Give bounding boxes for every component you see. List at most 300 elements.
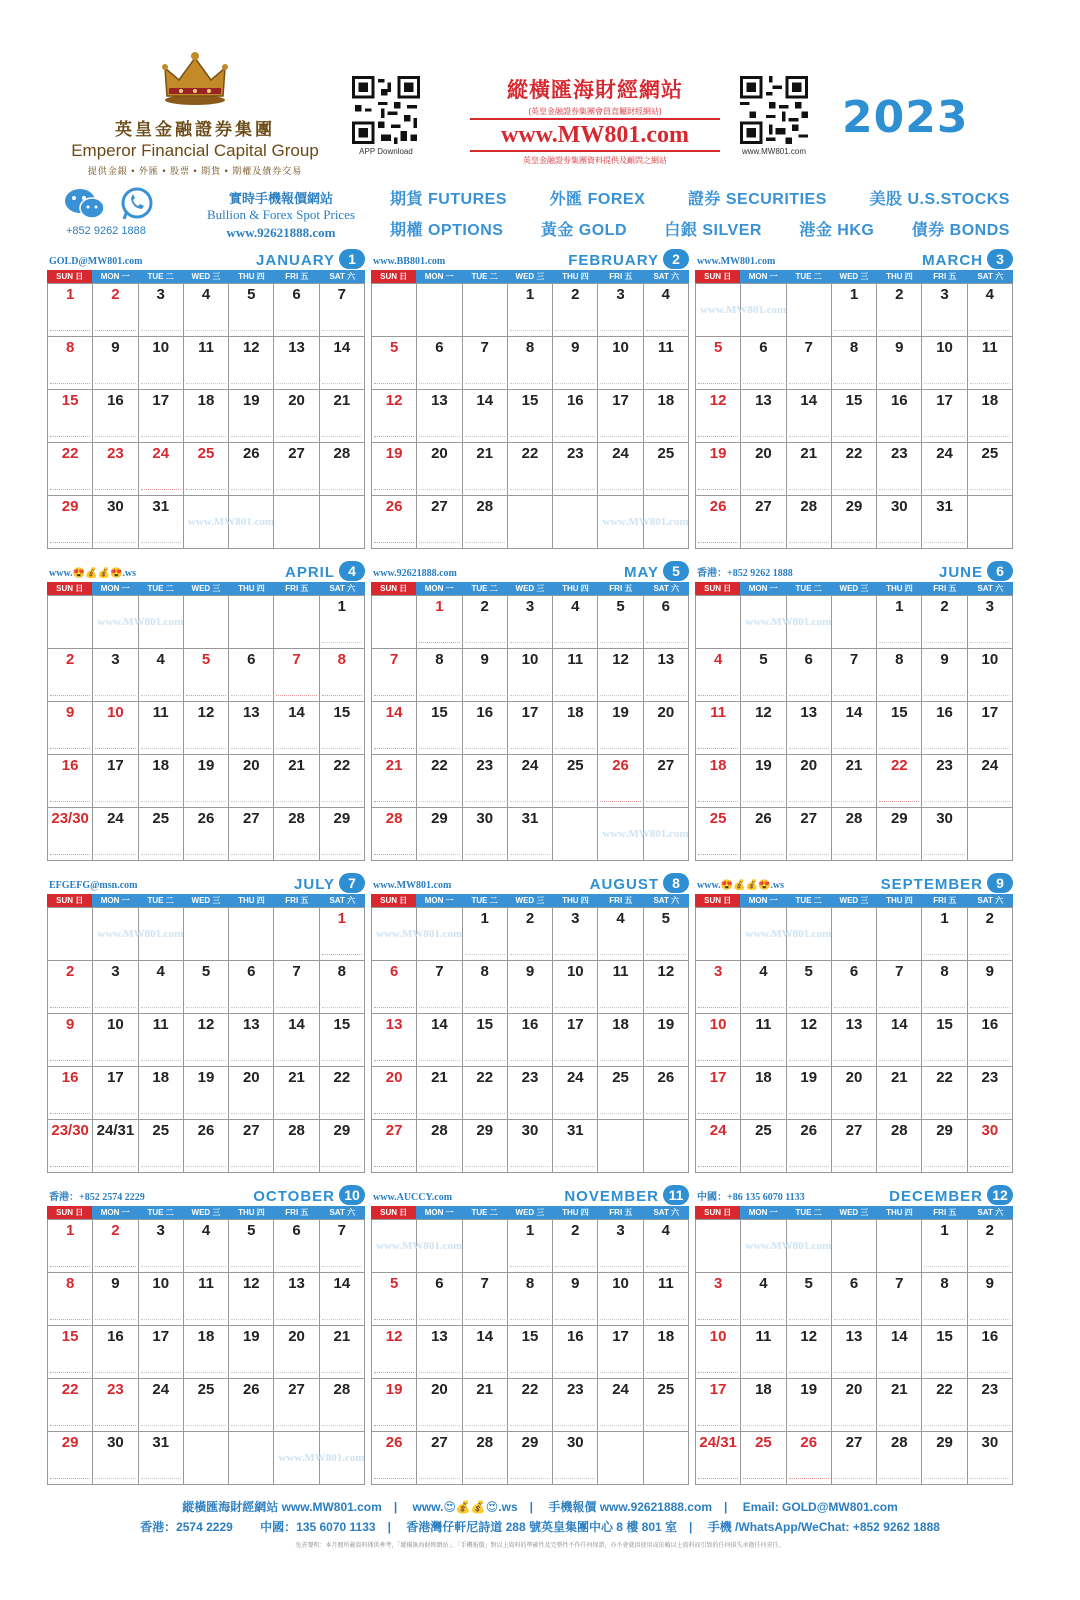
market-options: 期權 OPTIONS [390, 222, 504, 239]
day-note-line [50, 1266, 90, 1269]
day-cell [741, 390, 786, 443]
weekday-label: THU 四 [229, 270, 274, 283]
day-number: 11 [567, 651, 584, 668]
day-number: 26 [385, 1434, 403, 1451]
day-note-line [510, 1425, 550, 1428]
day-grid [695, 595, 1013, 861]
day-note-line [374, 383, 414, 386]
day-cell [93, 961, 138, 1014]
day-note-line [419, 854, 459, 857]
day-number: 9 [940, 651, 949, 668]
day-note-line [276, 1319, 316, 1322]
day-cell [139, 702, 184, 755]
day-number: 7 [480, 339, 489, 356]
day-note-line [789, 436, 829, 439]
day-number: 2 [571, 1222, 580, 1239]
day-cell [877, 1120, 922, 1173]
day-note-line [924, 801, 964, 804]
day-cell [741, 649, 786, 702]
day-grid [371, 907, 689, 1173]
day-number: 23 [566, 1381, 584, 1398]
day-cell [274, 1273, 319, 1326]
day-cell [787, 1014, 832, 1067]
weekday-label: TUE 二 [462, 582, 507, 595]
day-cell [320, 1326, 365, 1379]
day-note-line [789, 1478, 829, 1481]
day-note-line [322, 1425, 362, 1428]
day-cell [877, 596, 922, 649]
footer-website[interactable]: 縱橫匯海財經網站 www.MW801.com [182, 1500, 382, 1514]
day-number: 10 [709, 1328, 727, 1345]
day-cell [463, 596, 508, 649]
day-number: 21 [288, 1069, 305, 1086]
day-number: 24 [981, 757, 999, 774]
day-cell [508, 1014, 553, 1067]
day-note-line [510, 1478, 550, 1481]
day-number: 2 [65, 651, 75, 668]
day-note-line [743, 748, 783, 751]
day-cell [922, 1014, 967, 1067]
day-number: 15 [521, 1328, 539, 1345]
day-cell [922, 284, 967, 337]
day-note-line [322, 695, 362, 698]
day-cell [463, 1273, 508, 1326]
weekday-label: SUN 日 [695, 582, 740, 595]
day-number: 8 [337, 963, 347, 980]
day-note-line [510, 1113, 550, 1116]
day-number: 3 [616, 286, 625, 303]
day-cell [508, 702, 553, 755]
day-cell [93, 1014, 138, 1067]
empty-cell [598, 808, 689, 861]
day-note-line [465, 1319, 505, 1322]
month-name: JUNE [938, 564, 983, 581]
day-note-line [879, 383, 919, 386]
day-note-line [465, 383, 505, 386]
day-grid [47, 595, 365, 861]
day-cell [139, 1220, 184, 1273]
month-august [371, 872, 689, 1173]
day-number: 22 [521, 445, 539, 462]
month-contact-label[interactable]: www.MW801.com [697, 256, 776, 267]
day-number: 15 [936, 1328, 953, 1345]
day-note-line [924, 695, 964, 698]
empty-cell [184, 596, 229, 649]
day-number: 31 [566, 1122, 584, 1139]
day-note-line [419, 542, 459, 545]
day-cell [274, 702, 319, 755]
day-number: 22 [890, 757, 908, 774]
day-cell [598, 1014, 643, 1067]
weekday-label: WED 三 [183, 1206, 228, 1219]
day-cell [968, 1220, 1013, 1273]
day-cell [877, 1067, 922, 1120]
day-note-line [743, 854, 783, 857]
day-number: 28 [845, 810, 863, 827]
empty-cell [598, 1120, 643, 1173]
day-cell [93, 1379, 138, 1432]
month-contact-label[interactable]: www.😍💰💰😍.ws [697, 880, 785, 891]
watermark: www.MW801.com [745, 1240, 832, 1252]
day-note-line [419, 436, 459, 439]
empty-cell [372, 1220, 463, 1273]
day-number: 20 [431, 445, 448, 462]
day-number: 16 [981, 1328, 999, 1345]
day-number: 21 [800, 445, 818, 462]
website-qr-icon[interactable] [740, 76, 808, 144]
empty-cell [48, 908, 93, 961]
month-header [47, 872, 365, 894]
day-number: 12 [800, 1016, 818, 1033]
day-note-line [50, 1007, 90, 1010]
month-contact-label[interactable]: GOLD@MW801.com [49, 256, 143, 267]
day-cell [553, 1067, 598, 1120]
day-number: 19 [800, 1069, 818, 1086]
month-header [47, 560, 365, 582]
day-note-line [834, 436, 874, 439]
app-download-qr-icon[interactable] [352, 76, 420, 144]
day-cell [372, 1379, 417, 1432]
empty-cell [274, 908, 319, 961]
footer-ws-site[interactable]: www.😍💰💰😍.ws [412, 1500, 518, 1514]
day-cell [644, 1379, 689, 1432]
day-number: 27 [845, 1434, 863, 1451]
day-note-line [465, 1478, 505, 1481]
day-cell [787, 337, 832, 390]
day-cell [372, 443, 417, 496]
weekday-label: MON 一 [416, 270, 461, 283]
day-note-line [834, 383, 874, 386]
day-note-line [924, 1372, 964, 1375]
month-contact-label[interactable]: www.AUCCY.com [373, 1192, 453, 1203]
day-cell [139, 443, 184, 496]
day-note-line [510, 695, 550, 698]
day-note-line [50, 854, 90, 857]
weekday-label: THU 四 [553, 894, 598, 907]
day-note-line [970, 1113, 1010, 1116]
weekday-label: TUE 二 [786, 894, 831, 907]
month-header [47, 248, 365, 270]
day-note-line [743, 1372, 783, 1375]
footer-mobile-quote[interactable]: 手機報價 www.92621888.com [548, 1500, 712, 1514]
day-cell [741, 1273, 786, 1326]
site-url-link[interactable]: www.MW801.com [470, 118, 720, 152]
day-cell [463, 1326, 508, 1379]
day-note-line [834, 854, 874, 857]
day-cell [463, 1432, 508, 1485]
month-contact-label[interactable]: 香港：+852 2574 2229 [49, 1192, 145, 1203]
day-note-line [95, 1372, 135, 1375]
day-number: 13 [657, 651, 675, 668]
day-number: 7 [895, 1275, 904, 1292]
month-number-badge: 1 [339, 249, 365, 269]
month-contact-label[interactable]: 香港：+852 9262 1888 [697, 568, 793, 579]
day-number: 14 [333, 339, 351, 356]
weekday-label: SAT 六 [320, 582, 365, 595]
month-february [371, 248, 689, 549]
spot-prices-url[interactable]: www.92621888.com [226, 225, 336, 240]
day-number: 12 [197, 704, 215, 721]
day-note-line [743, 801, 783, 804]
month-contact-label[interactable]: www.MW801.com [373, 880, 452, 891]
day-note-line [276, 383, 316, 386]
day-number: 2 [571, 286, 580, 303]
day-cell [832, 390, 877, 443]
empty-cell [787, 596, 832, 649]
day-note-line [789, 1060, 829, 1063]
day-cell [320, 1067, 365, 1120]
day-cell [372, 1120, 417, 1173]
logo-chinese-name: 英皇金融證券集團 [115, 120, 275, 140]
day-number: 7 [292, 651, 301, 668]
day-number: 5 [661, 910, 671, 927]
day-cell [320, 443, 365, 496]
spot-prices-en: Bullion & Forex Spot Prices [206, 207, 356, 222]
month-header [47, 1184, 365, 1206]
day-cell [553, 596, 598, 649]
day-note-line [50, 1113, 90, 1116]
day-note-line [879, 1319, 919, 1322]
day-number: 30 [107, 1434, 124, 1451]
day-cell [139, 496, 184, 549]
day-note-line [141, 854, 181, 857]
day-cell [184, 649, 229, 702]
day-note-line [970, 1425, 1010, 1428]
weekday-label: WED 三 [507, 582, 552, 595]
weekday-label: SUN 日 [371, 894, 416, 907]
day-number: 22 [61, 1381, 79, 1398]
watermark: www.MW801.com [700, 304, 787, 316]
day-cell [274, 1014, 319, 1067]
day-number: 30 [890, 498, 908, 515]
weekday-label: SUN 日 [371, 1206, 416, 1219]
day-cell [508, 755, 553, 808]
day-cell [787, 1326, 832, 1379]
day-number: 21 [333, 392, 351, 409]
day-note-line [276, 1007, 316, 1010]
day-note-line [698, 801, 738, 804]
day-number: 10 [107, 704, 124, 721]
day-note-line [646, 1372, 686, 1375]
day-cell [644, 443, 689, 496]
day-number: 5 [616, 598, 625, 615]
day-number: 12 [242, 339, 260, 356]
day-note-line [231, 436, 271, 439]
day-number: 7 [389, 651, 399, 668]
day-number: 21 [845, 757, 863, 774]
footer-email[interactable]: Email: GOLD@MW801.com [742, 1500, 898, 1514]
weekday-label: SUN 日 [47, 582, 92, 595]
day-number: 6 [292, 286, 301, 303]
day-note-line [698, 436, 738, 439]
day-cell [372, 1326, 417, 1379]
day-number: 25 [709, 810, 727, 827]
day-number: 8 [525, 1275, 535, 1292]
day-cell [741, 443, 786, 496]
month-july [47, 872, 365, 1173]
day-note-line [879, 1060, 919, 1063]
day-cell [229, 1326, 274, 1379]
month-number-badge: 3 [987, 249, 1013, 269]
day-note-line [698, 1113, 738, 1116]
day-grid [695, 1219, 1013, 1485]
month-name: MARCH [922, 252, 983, 269]
day-cell [922, 1120, 967, 1173]
day-cell [598, 1067, 643, 1120]
weekday-label: SAT 六 [968, 582, 1013, 595]
day-number: 20 [657, 704, 675, 721]
day-note-line [465, 854, 505, 857]
day-cell [184, 1326, 229, 1379]
day-number: 13 [242, 704, 260, 721]
day-cell [644, 596, 689, 649]
market-bonds: 債券 BONDS [911, 222, 1010, 239]
footer-whatsapp: 手機 /WhatsApp/WeChat: +852 9262 1888 [707, 1520, 940, 1534]
day-cell [320, 649, 365, 702]
day-cell [184, 1379, 229, 1432]
day-cell [644, 649, 689, 702]
day-number: 22 [476, 1069, 494, 1086]
month-contact-label[interactable]: 中國：+86 135 6070 1133 [697, 1192, 805, 1203]
weekday-label: TUE 二 [462, 894, 507, 907]
empty-cell [877, 1220, 922, 1273]
day-number: 7 [895, 963, 904, 980]
day-number: 7 [337, 286, 347, 303]
day-cell [696, 1014, 741, 1067]
weekday-label: MON 一 [92, 894, 137, 907]
day-note-line [95, 1319, 135, 1322]
day-cell [93, 284, 138, 337]
day-number: 9 [525, 963, 535, 980]
day-number: 14 [800, 392, 818, 409]
wechat-whatsapp-icons [62, 186, 172, 222]
day-number: 29 [476, 1122, 494, 1139]
day-note-line [555, 383, 595, 386]
day-cell [93, 649, 138, 702]
market-forex: 外匯 FOREX [549, 191, 646, 208]
day-number: 27 [657, 757, 675, 774]
day-cell [229, 1014, 274, 1067]
day-note-line [698, 854, 738, 857]
day-number: 21 [385, 757, 403, 774]
contact-phone[interactable]: +852 9262 1888 [66, 225, 146, 237]
day-cell [417, 390, 462, 443]
day-number: 9 [65, 1016, 75, 1033]
day-note-line [834, 1166, 874, 1169]
month-october [47, 1184, 365, 1485]
day-cell [968, 1379, 1013, 1432]
day-number: 16 [61, 1069, 79, 1086]
weekday-label: TUE 二 [138, 894, 183, 907]
day-note-line [510, 489, 550, 492]
empty-cell [553, 808, 598, 861]
day-cell [417, 1326, 462, 1379]
day-number: 21 [333, 1328, 351, 1345]
day-number: 3 [940, 286, 949, 303]
day-cell [508, 284, 553, 337]
day-note-line [600, 642, 640, 645]
day-note-line [834, 1113, 874, 1116]
day-note-line [555, 695, 595, 698]
day-number: 19 [755, 757, 772, 774]
day-cell [320, 337, 365, 390]
month-contact-label[interactable]: EFGEFG@msn.com [49, 880, 138, 891]
day-cell [229, 284, 274, 337]
weekday-header [47, 1206, 365, 1219]
weekday-header [47, 894, 365, 907]
day-note-line [970, 1266, 1010, 1269]
weekday-label: MON 一 [740, 270, 785, 283]
day-cell [463, 496, 508, 549]
day-note-line [555, 330, 595, 333]
day-cell [696, 1379, 741, 1432]
day-number: 24/31 [96, 1122, 135, 1139]
day-number: 8 [895, 651, 904, 668]
day-number: 29 [333, 810, 351, 827]
day-number: 29 [845, 498, 863, 515]
day-cell [229, 337, 274, 390]
day-cell [968, 337, 1013, 390]
day-number: 7 [480, 1275, 489, 1292]
market-silver: 白銀 SILVER [664, 222, 762, 239]
day-number: 3 [525, 598, 535, 615]
day-cell [696, 1326, 741, 1379]
day-number: 1 [940, 1222, 949, 1239]
day-cell [320, 596, 365, 649]
day-number: 20 [431, 1381, 448, 1398]
day-cell [553, 443, 598, 496]
day-number: 1 [480, 910, 489, 927]
weekday-label: FRI 五 [274, 270, 319, 283]
day-cell [320, 961, 365, 1014]
month-contact-label[interactable]: www.92621888.com [373, 568, 457, 579]
day-number: 19 [385, 445, 403, 462]
day-number: 1 [895, 598, 904, 615]
day-note-line [879, 1113, 919, 1116]
month-contact-label[interactable]: www.😍💰💰😍.ws [49, 568, 137, 579]
day-note-line [186, 854, 226, 857]
day-note-line [186, 801, 226, 804]
company-logo [50, 48, 340, 177]
day-note-line [374, 1372, 414, 1375]
empty-cell [787, 284, 832, 337]
day-note-line [743, 1007, 783, 1010]
empty-cell [274, 596, 319, 649]
day-number: 2 [480, 598, 489, 615]
month-contact-label[interactable]: www.BB801.com [373, 256, 446, 267]
watermark: www.MW801.com [97, 616, 184, 628]
day-cell [922, 596, 967, 649]
day-note-line [789, 383, 829, 386]
empty-cell [696, 908, 741, 961]
empty-cell [184, 1432, 229, 1485]
day-note-line [276, 1372, 316, 1375]
day-cell [968, 1014, 1013, 1067]
day-grid [47, 1219, 365, 1485]
day-cell [463, 1067, 508, 1120]
day-cell [508, 596, 553, 649]
weekday-label: SAT 六 [320, 270, 365, 283]
month-header [695, 872, 1013, 894]
day-number: 10 [152, 339, 170, 356]
day-number: 24 [521, 757, 539, 774]
site-subtitle-2: 英皇金融證券集團資料提供及顧問之網站 [523, 156, 667, 165]
day-cell [598, 284, 643, 337]
day-number: 27 [845, 1122, 863, 1139]
day-cell [696, 337, 741, 390]
day-number: 2 [65, 963, 75, 980]
weekday-label: TUE 二 [786, 270, 831, 283]
